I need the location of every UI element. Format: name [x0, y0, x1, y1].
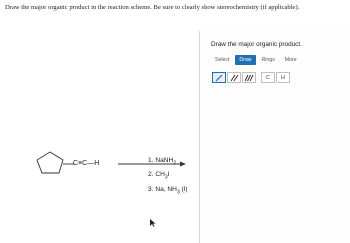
reagent-list [148, 155, 187, 198]
cyclopentane-ring [37, 152, 63, 173]
mode-rings[interactable]: Rings [261, 57, 275, 63]
single-bond-tool[interactable] [212, 72, 226, 83]
reagent-3: 3. Na, $NH_3$ (l) [148, 185, 188, 195]
mouse-cursor-icon [150, 219, 156, 227]
panel-title: Draw the major organic product. [211, 41, 302, 48]
reaction-scheme [30, 140, 205, 235]
single-bond-icon [215, 74, 223, 82]
carbon-atom-label: C [266, 74, 270, 81]
double-bond-icon [230, 74, 239, 82]
carbon-atom-tool[interactable] [261, 72, 275, 83]
alkyne-label: C≡C—H [73, 160, 100, 167]
hydrogen-atom-tool[interactable] [276, 72, 290, 83]
reagent-2: 2. $CH_3I$ [148, 171, 170, 181]
mode-select[interactable]: Select [215, 57, 230, 63]
mode-tabs [211, 55, 303, 65]
draw-tools [212, 72, 291, 83]
triple-bond-icon [244, 74, 254, 82]
double-bond-tool[interactable] [227, 72, 241, 83]
hydrogen-atom-label: H [281, 74, 285, 81]
drawing-panel[interactable] [199, 31, 350, 243]
question-text: Draw the major organic product in the reaction scheme. Be sure to clearly show stereochemistry (if applicable). [5, 4, 300, 11]
reagent-1: 1. NaNH$_2$ [148, 157, 177, 167]
triple-bond-tool[interactable] [242, 72, 256, 83]
mode-more[interactable]: More [284, 57, 297, 63]
mode-draw[interactable]: Draw [235, 55, 255, 65]
